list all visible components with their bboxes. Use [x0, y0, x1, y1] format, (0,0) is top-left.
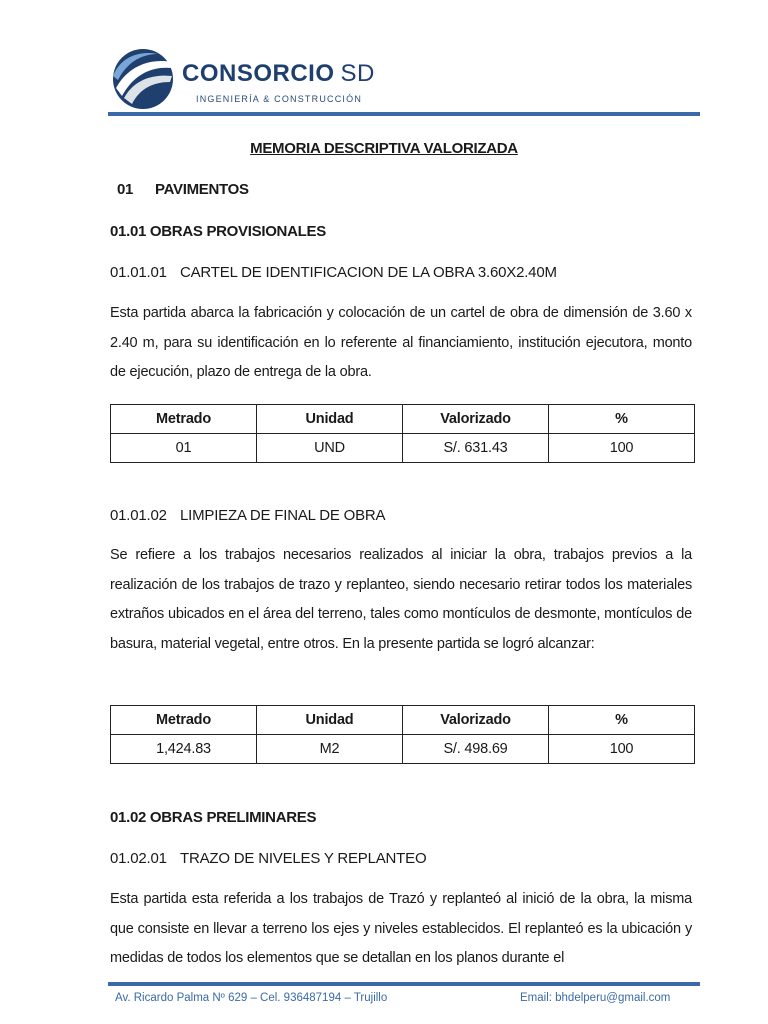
header-divider	[108, 112, 700, 116]
footer-divider	[108, 982, 700, 986]
table-header-cell: Metrado	[111, 706, 257, 735]
valuation-table	[110, 404, 695, 463]
table-header-row	[111, 706, 695, 735]
footer-email: Email: bhdelperu@gmail.com	[520, 992, 671, 1004]
table-cell: 01	[111, 434, 257, 463]
table-cell: S/. 498.69	[403, 735, 549, 764]
table-cell: 100	[549, 735, 695, 764]
table-row	[111, 735, 695, 764]
item-heading: 01.01.02 LIMPIEZA DE FINAL DE OBRA	[110, 507, 386, 524]
valuation-table	[110, 705, 695, 764]
table-header-cell: Valorizado	[403, 405, 549, 434]
table-cell: 1,424.83	[111, 735, 257, 764]
table-cell: UND	[257, 434, 403, 463]
subsection-heading: 01.02 OBRAS PRELIMINARES	[110, 809, 317, 826]
table-cell: M2	[257, 735, 403, 764]
item-description: Esta partida esta referida a los trabajos de Trazó y replanteó al inició de la obra, la misma que consiste en llevar a terreno los ejes y niveles establecidos. El replanteó es la ubicación y medidas de todos los elementos que se detallan en los planos durante el	[110, 891, 692, 966]
subsection-heading: 01.01 OBRAS PROVISIONALES	[110, 223, 326, 240]
document-title: MEMORIA DESCRIPTIVA VALORIZADA	[250, 140, 518, 157]
item-description: Se refiere a los trabajos necesarios realizados al iniciar la obra, trabajos previos a la realización de los trabajos de trazo y replanteo, siendo necesario retirar todos los materiales extraños ubicados en el área del terreno, tales como montículos de desmonte, montículos de basura, material vegetal, entre otros. En la presente partida se logró alcanzar:	[110, 547, 692, 652]
table-header-cell: Valorizado	[403, 706, 549, 735]
table-header-cell: %	[549, 706, 695, 735]
company-logo	[110, 44, 380, 114]
table-header-row	[111, 405, 695, 434]
table-cell: 100	[549, 434, 695, 463]
table-header-cell: Unidad	[257, 405, 403, 434]
table-cell: S/. 631.43	[403, 434, 549, 463]
table-row	[111, 434, 695, 463]
section-heading: 01 PAVIMENTOS	[117, 181, 249, 198]
footer-address: Av. Ricardo Palma Nº 629 – Cel. 936487194 – Trujillo	[115, 992, 388, 1004]
table-header-cell: %	[549, 405, 695, 434]
table-header-cell: Unidad	[257, 706, 403, 735]
company-tagline: INGENIERÍA & CONSTRUCCIÓN	[196, 94, 363, 104]
item-heading: 01.02.01 TRAZO DE NIVELES Y REPLANTEO	[110, 850, 427, 867]
item-heading: 01.01.01 CARTEL DE IDENTIFICACION DE LA OBRA 3.60X2.40M	[110, 264, 557, 281]
table-header-cell: Metrado	[111, 405, 257, 434]
company-name: CONSORCIO SD	[182, 60, 375, 87]
item-description: Esta partida abarca la fabricación y colocación de un cartel de obra de dimensión de 3.60 x 2.40 m, para su identificación en lo referente al financiamiento, institución ejecutora, monto de ejecución, plazo de entrega de la obra.	[110, 305, 692, 380]
logo-mark-icon	[110, 46, 176, 112]
